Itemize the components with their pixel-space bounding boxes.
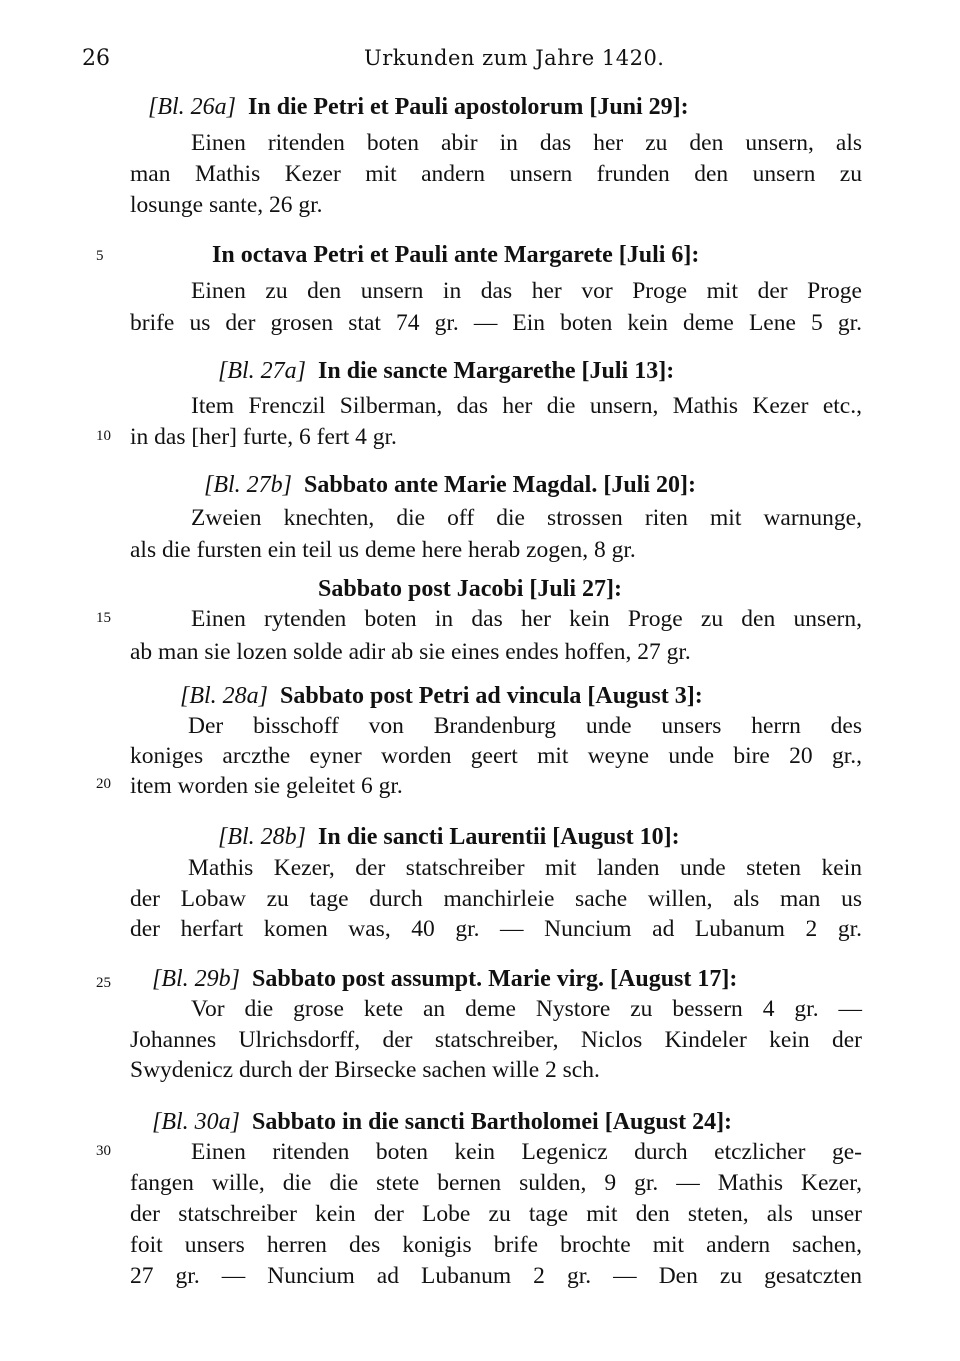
folio-reference: [Bl. 28b]: [218, 824, 307, 850]
text-line: brife us der grosen stat 74 gr. — Ein boten kein deme Lene 5 gr.: [130, 310, 862, 336]
line-number: 15: [96, 610, 111, 626]
text-line: item worden sie geleitet 6 gr.: [130, 773, 403, 799]
text-line: Vor die grose kete an deme Nystore zu bessern 4 gr. —: [191, 996, 862, 1022]
text-line: Johannes Ulrichsdorff, der statschreiber, Niclos Kindeler kein der: [130, 1027, 862, 1053]
entry-heading: [218, 356, 862, 386]
text-line: fangen wille, die die stete bernen sulden, 9 gr. — Mathis Kezer,: [130, 1170, 862, 1196]
text-line: koniges arczthe eyner worden geert mit weyne unde bire 20 gr.,: [130, 743, 862, 769]
text-line: Einen zu den unsern in das her vor Proge mit der Proge: [191, 278, 862, 304]
heading-text: Sabbato ante Marie Magdal. [Juli 20]:: [304, 472, 696, 498]
folio-reference: [Bl. 27a]: [218, 358, 307, 384]
folio-reference: [Bl. 26a]: [148, 94, 237, 120]
entry-heading: [152, 964, 862, 994]
heading-text: Sabbato post assumpt. Marie virg. [August 17]:: [252, 966, 738, 992]
folio-reference: [Bl. 30a]: [152, 1109, 241, 1135]
text-line: Zweien knechten, die off die strossen riten mit warnunge,: [191, 505, 862, 531]
text-line: Einen ritenden boten kein Legenicz durch etczlicher ge-: [191, 1139, 862, 1165]
entry-heading: [148, 92, 862, 122]
running-title: Urkunden zum Jahre 1420.: [364, 46, 665, 70]
entry-heading: Sabbato post Jacobi [Juli 27]:: [318, 576, 623, 602]
line-number: 20: [96, 776, 111, 792]
line-number: 25: [96, 975, 111, 991]
text-line: in das [her] furte, 6 fert 4 gr.: [130, 424, 397, 450]
entry-heading: [218, 822, 862, 852]
heading-text: In die sancti Laurentii [August 10]:: [318, 824, 680, 850]
folio-reference: [Bl. 28a]: [180, 683, 269, 709]
entry-heading: [152, 1107, 862, 1137]
text-line: man Mathis Kezer mit andern unsern frunden den unsern zu: [130, 161, 862, 187]
heading-text: Sabbato in die sancti Bartholomei [August 24]:: [252, 1109, 733, 1135]
text-line: als die fursten ein teil us deme here herab zogen, 8 gr.: [130, 537, 636, 563]
entry-heading: In octava Petri et Pauli ante Margarete [Juli 6]:: [212, 242, 700, 268]
line-number: 5: [96, 248, 104, 264]
page-number: 26: [82, 46, 110, 71]
text-line: Einen ritenden boten abir in das her zu den unsern, als: [191, 130, 862, 156]
entry-heading: [180, 681, 862, 711]
entry-heading: [204, 470, 862, 500]
line-number: 30: [96, 1143, 111, 1159]
text-line: Der bisschoff von Brandenburg unde unsers herrn des: [188, 713, 862, 739]
text-line: Item Frenczil Silberman, das her die unsern, Mathis Kezer etc.,: [191, 393, 862, 419]
heading-text: Sabbato post Petri ad vincula [August 3]:: [280, 683, 703, 709]
text-line: der statschreiber kein der Lobe zu tage mit den steten, als unser: [130, 1201, 862, 1227]
text-line: Mathis Kezer, der statschreiber mit landen unde steten kein: [188, 855, 862, 881]
line-number: 10: [96, 428, 111, 444]
folio-reference: [Bl. 27b]: [204, 472, 293, 498]
folio-reference: [Bl. 29b]: [152, 966, 241, 992]
text-line: losunge sante, 26 gr.: [130, 192, 323, 218]
heading-text: In die Petri et Pauli apostolorum [Juni 29]:: [248, 94, 689, 120]
text-line: Swydenicz durch der Birsecke sachen wille 2 sch.: [130, 1057, 600, 1083]
heading-text: In die sancte Margarethe [Juli 13]:: [318, 358, 675, 384]
text-line: foit unsers herren des konigis brife brochte mit andern sachen,: [130, 1232, 862, 1258]
text-line: Einen rytenden boten in das her kein Proge zu den unsern,: [191, 606, 862, 632]
text-line: der Lobaw zu tage durch manchirleie sache willen, als man us: [130, 886, 862, 912]
text-line: 27 gr. — Nuncium ad Lubanum 2 gr. — Den zu gesatczten: [130, 1263, 862, 1289]
text-line: der herfart komen was, 40 gr. — Nuncium ad Lubanum 2 gr.: [130, 916, 862, 942]
text-line: ab man sie lozen solde adir ab sie eines endes hoffen, 27 gr.: [130, 639, 691, 665]
